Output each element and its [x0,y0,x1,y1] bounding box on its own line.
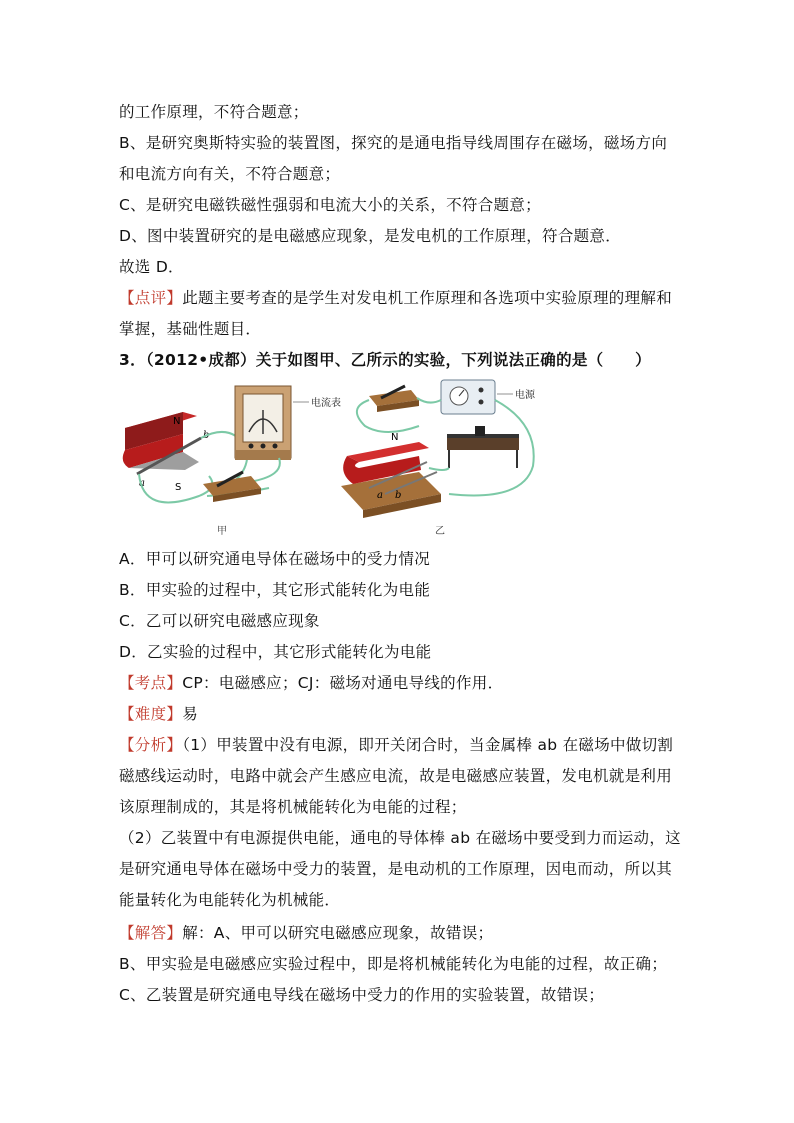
meter-label: 电流表 [311,398,341,409]
text-line: 磁感线运动时，电路中就会产生感应电流，故是电磁感应装置，发电机就是利用 [119,767,673,785]
pole-n-label: N [173,416,181,427]
text-line: 是研究通电导体在磁场中受力的装置，是电动机的工作原理，因电而动，所以其 [119,860,673,878]
wire [417,398,441,403]
text-line: （2）乙装置中有电源提供电能，通电的导体棒 ab 在磁场中要受到力而运动，这 [119,829,681,847]
review-text: 此题主要考查的是学生对发电机工作原理和各选项中实验原理的理解和 [182,289,673,307]
jieda-tag: 【解答】 [119,924,183,942]
text-line: 的工作原理，不符合题意； [119,103,309,121]
kaodian-text: CP：电磁感应；CJ：磁场对通电导线的作用． [182,674,504,692]
option-a: A．甲可以研究通电导体在磁场中的受力情况 [119,550,431,568]
pole-n2-label: N [391,432,399,443]
jieda-paragraph [119,922,689,944]
pole-s-label: S [175,482,182,493]
caption-jia: 甲 [217,526,227,537]
text-line: 掌握，基础性题目． [119,320,262,338]
rheostat [447,426,519,468]
question-stem: 3．（2012•成都）关于如图甲、乙所示的实验，下列说法正确的是（ ） [119,351,651,369]
option-d: D．乙实验的过程中，其它形式能转化为电能 [119,643,432,661]
caption-yi: 乙 [435,526,445,537]
kaodian-paragraph [119,672,689,694]
fenxi-paragraph [119,734,689,756]
text-line: D、图中装置研究的是电磁感应现象，是发电机的工作原理，符合题意． [119,227,622,245]
text-line: C、是研究电磁铁磁性强弱和电流大小的关系，不符合题意； [119,196,541,214]
option-b: B．甲实验的过程中，其它形式能转化为电能 [119,581,431,599]
text-line: 和电流方向有关，不符合题意； [119,165,341,183]
fenxi-tag: 【分析】 [119,736,183,754]
text-line: C、乙装置是研究通电导线在磁场中受力的作用的实验装置，故错误； [119,986,605,1004]
option-c: C．乙可以研究电磁感应现象 [119,612,320,630]
end-a2-label: a [377,490,383,501]
wire [249,458,280,482]
text-line: 故选 D． [119,258,184,276]
text-line: 该原理制成的，其是将机械能转化为电能的过程； [119,798,467,816]
fenxi-text: （1）甲装置中没有电源，即开关闭合时，当金属棒 ab 在磁场中做切割 [182,736,674,754]
jieda-text: 解：A、甲可以研究电磁感应现象，故错误； [182,924,494,942]
magnet-yi [341,442,441,518]
nandu-tag: 【难度】 [119,705,183,723]
end-a-label: a [139,478,145,489]
review-tag: 【点评】 [119,289,183,307]
wire [429,468,449,470]
power-supply [441,380,495,414]
nandu-text: 易 [182,705,199,723]
nandu-paragraph [119,703,689,725]
end-b2-label: b [395,490,402,501]
experiment-figure [119,376,539,546]
switch-jia [203,472,261,502]
text-line: 能量转化为电能转化为机械能． [119,891,341,909]
power-label: 电源 [515,390,535,401]
text-line: B、是研究奥斯特实验的装置图，探究的是通电指导线周围存在磁场，磁场方向 [119,134,668,152]
galvanometer [235,386,291,460]
end-b-label: b [203,430,210,441]
text-line: B、甲实验是电磁感应实验过程中，即是将机械能转化为电能的过程，故正确； [119,955,668,973]
switch-yi [369,386,419,412]
kaodian-tag: 【考点】 [119,674,183,692]
review-paragraph [119,287,689,309]
